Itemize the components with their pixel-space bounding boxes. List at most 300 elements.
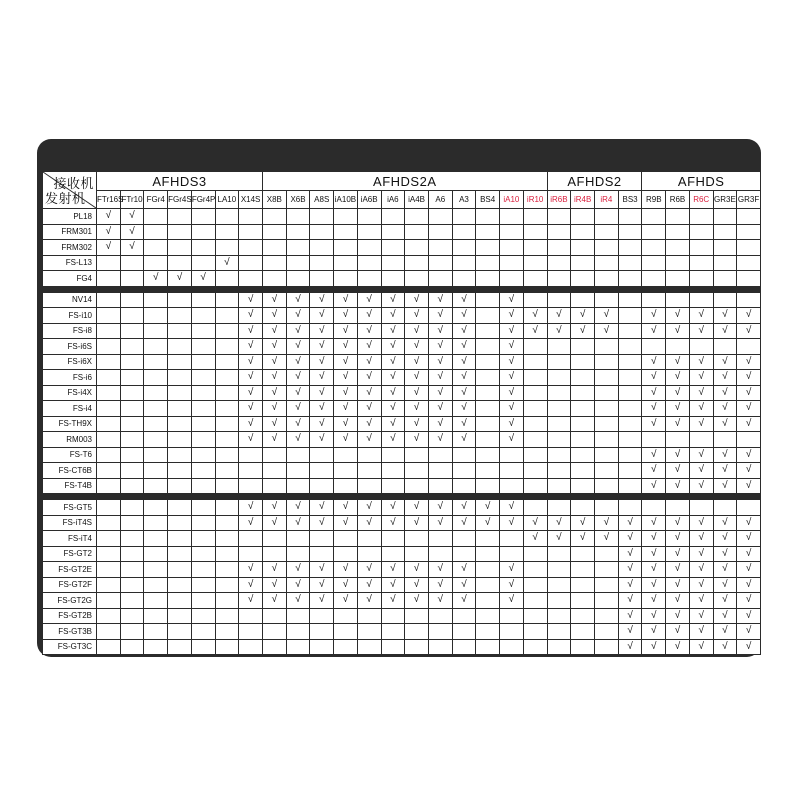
empty-cell — [666, 209, 690, 225]
empty-cell — [452, 271, 476, 287]
empty-cell — [168, 416, 192, 432]
check-mark: √ — [666, 385, 690, 401]
empty-cell — [571, 416, 595, 432]
empty-cell — [97, 447, 121, 463]
check-mark: √ — [500, 339, 524, 355]
empty-cell — [428, 608, 452, 624]
empty-cell — [357, 463, 381, 479]
check-mark: √ — [452, 500, 476, 516]
check-mark: √ — [571, 323, 595, 339]
transmitter-label: FS-i8 — [43, 323, 97, 339]
empty-cell — [191, 500, 215, 516]
empty-cell — [262, 546, 286, 562]
empty-cell — [713, 432, 737, 448]
table-row — [43, 562, 761, 578]
transmitter-label: FS-GT2G — [43, 593, 97, 609]
empty-cell — [215, 354, 239, 370]
empty-cell — [168, 401, 192, 417]
empty-cell — [286, 531, 310, 547]
empty-cell — [642, 432, 666, 448]
check-mark: √ — [452, 562, 476, 578]
check-mark: √ — [452, 354, 476, 370]
empty-cell — [168, 447, 192, 463]
check-mark: √ — [618, 546, 642, 562]
empty-cell — [476, 432, 500, 448]
check-mark: √ — [239, 354, 263, 370]
empty-cell — [191, 624, 215, 640]
check-mark: √ — [737, 593, 761, 609]
check-mark: √ — [618, 608, 642, 624]
check-mark: √ — [666, 562, 690, 578]
empty-cell — [523, 255, 547, 271]
check-mark: √ — [713, 546, 737, 562]
empty-cell — [523, 432, 547, 448]
system-header-afhds: AFHDS — [642, 172, 761, 191]
check-mark: √ — [618, 515, 642, 531]
empty-cell — [144, 354, 168, 370]
check-mark: √ — [239, 562, 263, 578]
check-mark: √ — [666, 624, 690, 640]
empty-cell — [334, 546, 358, 562]
empty-cell — [144, 515, 168, 531]
empty-cell — [215, 323, 239, 339]
empty-cell — [666, 500, 690, 516]
receiver-header-a8s: A8S — [310, 191, 334, 209]
empty-cell — [215, 624, 239, 640]
receiver-header-ir4b: iR4B — [571, 191, 595, 209]
empty-cell — [120, 577, 144, 593]
receiver-header-fgr4: FGr4 — [144, 191, 168, 209]
empty-cell — [215, 515, 239, 531]
empty-cell — [737, 339, 761, 355]
empty-cell — [262, 240, 286, 256]
receiver-header-ia6: iA6 — [381, 191, 405, 209]
check-mark: √ — [452, 515, 476, 531]
empty-cell — [310, 271, 334, 287]
empty-cell — [428, 209, 452, 225]
empty-cell — [191, 308, 215, 324]
receiver-header-x6b: X6B — [286, 191, 310, 209]
check-mark: √ — [262, 401, 286, 417]
empty-cell — [215, 416, 239, 432]
receiver-header-ftr16s: FTr16S — [97, 191, 121, 209]
empty-cell — [523, 292, 547, 308]
check-mark: √ — [666, 370, 690, 386]
empty-cell — [476, 370, 500, 386]
check-mark: √ — [689, 323, 713, 339]
empty-cell — [571, 339, 595, 355]
check-mark: √ — [666, 546, 690, 562]
check-mark: √ — [713, 401, 737, 417]
table-row — [43, 478, 761, 494]
check-mark: √ — [262, 593, 286, 609]
check-mark: √ — [500, 401, 524, 417]
empty-cell — [476, 447, 500, 463]
check-mark: √ — [334, 292, 358, 308]
check-mark: √ — [428, 416, 452, 432]
empty-cell — [120, 401, 144, 417]
empty-cell — [476, 224, 500, 240]
empty-cell — [168, 323, 192, 339]
check-mark: √ — [262, 323, 286, 339]
empty-cell — [547, 478, 571, 494]
check-mark: √ — [334, 385, 358, 401]
empty-cell — [689, 292, 713, 308]
check-mark: √ — [239, 577, 263, 593]
empty-cell — [571, 292, 595, 308]
empty-cell — [168, 432, 192, 448]
empty-cell — [120, 624, 144, 640]
empty-cell — [191, 240, 215, 256]
empty-cell — [523, 339, 547, 355]
check-mark: √ — [405, 370, 429, 386]
transmitter-label: FS-GT2 — [43, 546, 97, 562]
check-mark: √ — [239, 593, 263, 609]
empty-cell — [334, 240, 358, 256]
empty-cell — [215, 608, 239, 624]
empty-cell — [168, 639, 192, 655]
check-mark: √ — [286, 593, 310, 609]
check-mark: √ — [452, 370, 476, 386]
check-mark: √ — [97, 224, 121, 240]
check-mark: √ — [737, 447, 761, 463]
check-mark: √ — [262, 292, 286, 308]
check-mark: √ — [357, 339, 381, 355]
empty-cell — [97, 370, 121, 386]
check-mark: √ — [191, 271, 215, 287]
empty-cell — [191, 255, 215, 271]
empty-cell — [334, 209, 358, 225]
transmitter-label: FS-GT3B — [43, 624, 97, 640]
empty-cell — [239, 639, 263, 655]
empty-cell — [547, 608, 571, 624]
empty-cell — [452, 639, 476, 655]
empty-cell — [357, 447, 381, 463]
empty-cell — [120, 339, 144, 355]
empty-cell — [215, 531, 239, 547]
empty-cell — [594, 447, 618, 463]
empty-cell — [191, 577, 215, 593]
empty-cell — [618, 209, 642, 225]
system-header-row — [43, 172, 761, 191]
empty-cell — [405, 608, 429, 624]
empty-cell — [191, 562, 215, 578]
empty-cell — [666, 292, 690, 308]
empty-cell — [571, 463, 595, 479]
check-mark: √ — [262, 370, 286, 386]
empty-cell — [310, 240, 334, 256]
check-mark: √ — [310, 308, 334, 324]
empty-cell — [286, 209, 310, 225]
check-mark: √ — [642, 624, 666, 640]
empty-cell — [737, 271, 761, 287]
receiver-header-a6: A6 — [428, 191, 452, 209]
empty-cell — [428, 478, 452, 494]
empty-cell — [168, 354, 192, 370]
check-mark: √ — [334, 500, 358, 516]
empty-cell — [523, 546, 547, 562]
empty-cell — [594, 639, 618, 655]
check-mark: √ — [666, 354, 690, 370]
check-mark: √ — [666, 416, 690, 432]
empty-cell — [334, 478, 358, 494]
empty-cell — [239, 624, 263, 640]
check-mark: √ — [713, 608, 737, 624]
empty-cell — [594, 500, 618, 516]
check-mark: √ — [97, 209, 121, 225]
check-mark: √ — [428, 370, 452, 386]
check-mark: √ — [310, 562, 334, 578]
empty-cell — [120, 255, 144, 271]
empty-cell — [547, 416, 571, 432]
empty-cell — [594, 577, 618, 593]
check-mark: √ — [428, 515, 452, 531]
empty-cell — [168, 515, 192, 531]
transmitter-label: FS-iT4 — [43, 531, 97, 547]
check-mark: √ — [310, 354, 334, 370]
transmitter-label: FS-GT3C — [43, 639, 97, 655]
check-mark: √ — [689, 546, 713, 562]
empty-cell — [97, 354, 121, 370]
empty-cell — [286, 608, 310, 624]
empty-cell — [405, 624, 429, 640]
empty-cell — [571, 209, 595, 225]
empty-cell — [239, 546, 263, 562]
empty-cell — [452, 624, 476, 640]
check-mark: √ — [381, 292, 405, 308]
check-mark: √ — [239, 308, 263, 324]
empty-cell — [168, 255, 192, 271]
check-mark: √ — [381, 515, 405, 531]
check-mark: √ — [713, 478, 737, 494]
empty-cell — [642, 240, 666, 256]
empty-cell — [594, 401, 618, 417]
transmitter-label: FS-GT2E — [43, 562, 97, 578]
empty-cell — [523, 447, 547, 463]
check-mark: √ — [405, 562, 429, 578]
empty-cell — [666, 240, 690, 256]
empty-cell — [500, 463, 524, 479]
empty-cell — [500, 240, 524, 256]
empty-cell — [191, 370, 215, 386]
check-mark: √ — [642, 323, 666, 339]
empty-cell — [405, 639, 429, 655]
empty-cell — [144, 624, 168, 640]
empty-cell — [594, 546, 618, 562]
empty-cell — [547, 432, 571, 448]
empty-cell — [405, 224, 429, 240]
system-header-afhds2: AFHDS2 — [547, 172, 642, 191]
transmitter-label: FS-L13 — [43, 255, 97, 271]
check-mark: √ — [334, 515, 358, 531]
check-mark: √ — [357, 593, 381, 609]
empty-cell — [97, 339, 121, 355]
empty-cell — [144, 323, 168, 339]
table-row — [43, 292, 761, 308]
check-mark: √ — [666, 593, 690, 609]
empty-cell — [286, 224, 310, 240]
empty-cell — [120, 354, 144, 370]
check-mark: √ — [310, 401, 334, 417]
check-mark: √ — [713, 385, 737, 401]
empty-cell — [97, 531, 121, 547]
empty-cell — [594, 209, 618, 225]
check-mark: √ — [381, 339, 405, 355]
check-mark: √ — [428, 593, 452, 609]
check-mark: √ — [310, 416, 334, 432]
check-mark: √ — [642, 639, 666, 655]
empty-cell — [523, 562, 547, 578]
empty-cell — [262, 639, 286, 655]
empty-cell — [547, 500, 571, 516]
check-mark: √ — [262, 385, 286, 401]
empty-cell — [523, 209, 547, 225]
empty-cell — [594, 271, 618, 287]
check-mark: √ — [666, 608, 690, 624]
check-mark: √ — [286, 308, 310, 324]
empty-cell — [97, 308, 121, 324]
empty-cell — [144, 224, 168, 240]
empty-cell — [144, 292, 168, 308]
check-mark: √ — [262, 562, 286, 578]
check-mark: √ — [666, 515, 690, 531]
empty-cell — [737, 255, 761, 271]
empty-cell — [476, 562, 500, 578]
check-mark: √ — [500, 308, 524, 324]
check-mark: √ — [239, 370, 263, 386]
check-mark: √ — [334, 354, 358, 370]
check-mark: √ — [500, 562, 524, 578]
empty-cell — [191, 478, 215, 494]
check-mark: √ — [452, 385, 476, 401]
transmitter-label: FS-GT2B — [43, 608, 97, 624]
empty-cell — [239, 478, 263, 494]
empty-cell — [666, 224, 690, 240]
empty-cell — [310, 624, 334, 640]
empty-cell — [476, 531, 500, 547]
empty-cell — [547, 209, 571, 225]
empty-cell — [120, 500, 144, 516]
check-mark: √ — [594, 308, 618, 324]
empty-cell — [618, 463, 642, 479]
check-mark: √ — [334, 339, 358, 355]
empty-cell — [594, 339, 618, 355]
check-mark: √ — [428, 385, 452, 401]
check-mark: √ — [689, 354, 713, 370]
empty-cell — [334, 463, 358, 479]
empty-cell — [523, 639, 547, 655]
check-mark: √ — [381, 562, 405, 578]
check-mark: √ — [428, 500, 452, 516]
empty-cell — [405, 478, 429, 494]
empty-cell — [500, 624, 524, 640]
receiver-header-ir10: iR10 — [523, 191, 547, 209]
empty-cell — [500, 271, 524, 287]
check-mark: √ — [642, 515, 666, 531]
check-mark: √ — [357, 401, 381, 417]
check-mark: √ — [381, 308, 405, 324]
check-mark: √ — [405, 354, 429, 370]
empty-cell — [594, 624, 618, 640]
check-mark: √ — [689, 624, 713, 640]
empty-cell — [689, 209, 713, 225]
receiver-header-gr3f: GR3F — [737, 191, 761, 209]
empty-cell — [168, 292, 192, 308]
check-mark: √ — [737, 401, 761, 417]
empty-cell — [191, 463, 215, 479]
check-mark: √ — [713, 447, 737, 463]
empty-cell — [120, 478, 144, 494]
check-mark: √ — [523, 531, 547, 547]
empty-cell — [120, 515, 144, 531]
empty-cell — [168, 385, 192, 401]
empty-cell — [239, 240, 263, 256]
empty-cell — [523, 577, 547, 593]
check-mark: √ — [405, 292, 429, 308]
check-mark: √ — [334, 401, 358, 417]
empty-cell — [262, 209, 286, 225]
empty-cell — [168, 577, 192, 593]
empty-cell — [381, 463, 405, 479]
empty-cell — [381, 224, 405, 240]
check-mark: √ — [737, 416, 761, 432]
check-mark: √ — [713, 370, 737, 386]
empty-cell — [144, 531, 168, 547]
empty-cell — [523, 500, 547, 516]
empty-cell — [381, 240, 405, 256]
empty-cell — [262, 463, 286, 479]
check-mark: √ — [642, 370, 666, 386]
table-row — [43, 339, 761, 355]
check-mark: √ — [286, 515, 310, 531]
empty-cell — [547, 240, 571, 256]
empty-cell — [666, 271, 690, 287]
empty-cell — [97, 416, 121, 432]
table-row — [43, 515, 761, 531]
empty-cell — [97, 463, 121, 479]
empty-cell — [357, 531, 381, 547]
check-mark: √ — [713, 577, 737, 593]
empty-cell — [571, 447, 595, 463]
check-mark: √ — [310, 500, 334, 516]
check-mark: √ — [381, 385, 405, 401]
empty-cell — [547, 624, 571, 640]
empty-cell — [215, 339, 239, 355]
empty-cell — [428, 463, 452, 479]
empty-cell — [144, 209, 168, 225]
transmitter-label: FS-iT4S — [43, 515, 97, 531]
empty-cell — [523, 224, 547, 240]
table-row — [43, 639, 761, 655]
empty-cell — [357, 224, 381, 240]
empty-cell — [547, 224, 571, 240]
check-mark: √ — [689, 308, 713, 324]
check-mark: √ — [737, 308, 761, 324]
check-mark: √ — [547, 531, 571, 547]
empty-cell — [168, 209, 192, 225]
empty-cell — [381, 447, 405, 463]
empty-cell — [215, 562, 239, 578]
check-mark: √ — [239, 432, 263, 448]
empty-cell — [428, 639, 452, 655]
empty-cell — [357, 639, 381, 655]
empty-cell — [476, 209, 500, 225]
empty-cell — [737, 224, 761, 240]
transmitter-label: PL18 — [43, 209, 97, 225]
check-mark: √ — [428, 562, 452, 578]
table-row — [43, 416, 761, 432]
empty-cell — [381, 639, 405, 655]
